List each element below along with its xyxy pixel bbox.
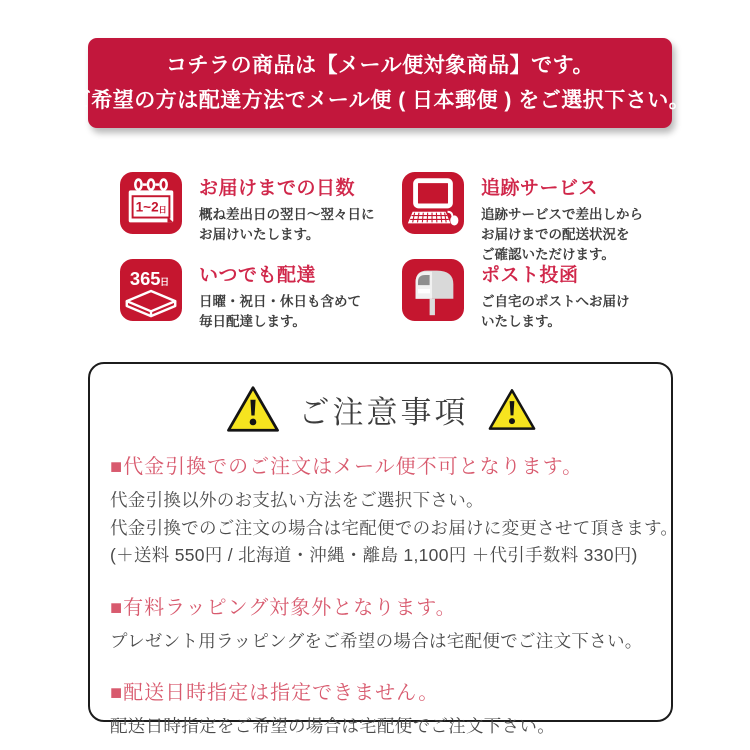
feature-title: お届けまでの日数 <box>199 178 356 199</box>
svg-text:365: 365 <box>129 268 161 290</box>
feature-description-line: お届けまでの配送状況を <box>481 227 630 242</box>
notice-section-wrapping <box>110 591 651 656</box>
notice-section-cod <box>110 450 679 570</box>
feature-description-line: ご自宅のポストへお届け <box>481 294 630 309</box>
feature-description-line: 日曜・祝日・休日も含めて <box>199 294 361 309</box>
mailbox-icon <box>402 259 464 321</box>
feature-text <box>481 172 643 265</box>
banner-line-2: ご希望の方は配達方法でメール便 ( 日本郵便 ) をご選択下さい。 <box>69 88 691 112</box>
notice-section-line: プレゼント用ラッピングをご希望の場合は宅配便でご注文下さい。 <box>110 630 643 651</box>
feature-description-line: お届けいたします。 <box>199 227 320 242</box>
warning-triangle-icon <box>487 387 537 432</box>
notice-section-heading: ■有料ラッピング対象外となります。 <box>110 596 457 619</box>
svg-text:1~2: 1~2 <box>135 199 159 215</box>
feature-everyday-delivery <box>120 259 402 346</box>
notice-section-line: 配送日時指定をご希望の場合は宅配便でご注文下さい。 <box>110 716 555 736</box>
warning-triangle-icon <box>225 384 281 434</box>
feature-tracking-service <box>402 172 670 262</box>
feature-description-line: 毎日配達します。 <box>199 314 306 329</box>
feature-text <box>481 259 630 332</box>
feature-title: いつでも配達 <box>199 265 317 286</box>
package-365-icon <box>120 259 182 321</box>
feature-title: 追跡サービス <box>481 178 599 199</box>
svg-text:日: 日 <box>159 277 170 288</box>
feature-title: ポスト投函 <box>481 265 579 286</box>
banner-line-1: コチラの商品は【メール便対象商品】です。 <box>166 54 594 78</box>
feature-description-line: ご確認いただけます。 <box>481 247 615 262</box>
notice-section-line: 代金引換でのご注文の場合は宅配便でのお届けに変更させて頂きます。 <box>110 517 679 538</box>
notice-title: ご注意事項 <box>298 394 469 430</box>
feature-description-line: 追跡サービスで差出しから <box>481 207 643 222</box>
notice-section-heading: ■代金引換でのご注文はメール便不可となります。 <box>110 456 584 478</box>
svg-text:日: 日 <box>158 205 167 215</box>
service-features <box>120 172 670 346</box>
feature-description-line: いたします。 <box>481 314 561 329</box>
notice-section-datetime <box>110 676 651 741</box>
feature-description-line: 概ね差出日の翌日〜翌々日に <box>199 207 375 222</box>
calendar-icon <box>120 172 182 234</box>
notice-box <box>88 362 679 736</box>
feature-post-drop <box>402 259 670 346</box>
feature-text <box>199 259 361 332</box>
feature-delivery-days <box>120 172 402 259</box>
computer-icon <box>402 172 464 234</box>
notice-section-line: (＋送料 550円 / 北海道・沖縄・離島 1,100円 ＋代引手数料 330円) <box>110 545 638 565</box>
notice-header <box>110 384 651 434</box>
notice-section-line: 代金引換以外のお支払い方法をご選択下さい。 <box>110 490 484 510</box>
mail-service-banner <box>69 38 691 128</box>
notice-section-heading: ■配送日時指定は指定できません。 <box>110 682 440 704</box>
feature-text <box>199 172 375 245</box>
